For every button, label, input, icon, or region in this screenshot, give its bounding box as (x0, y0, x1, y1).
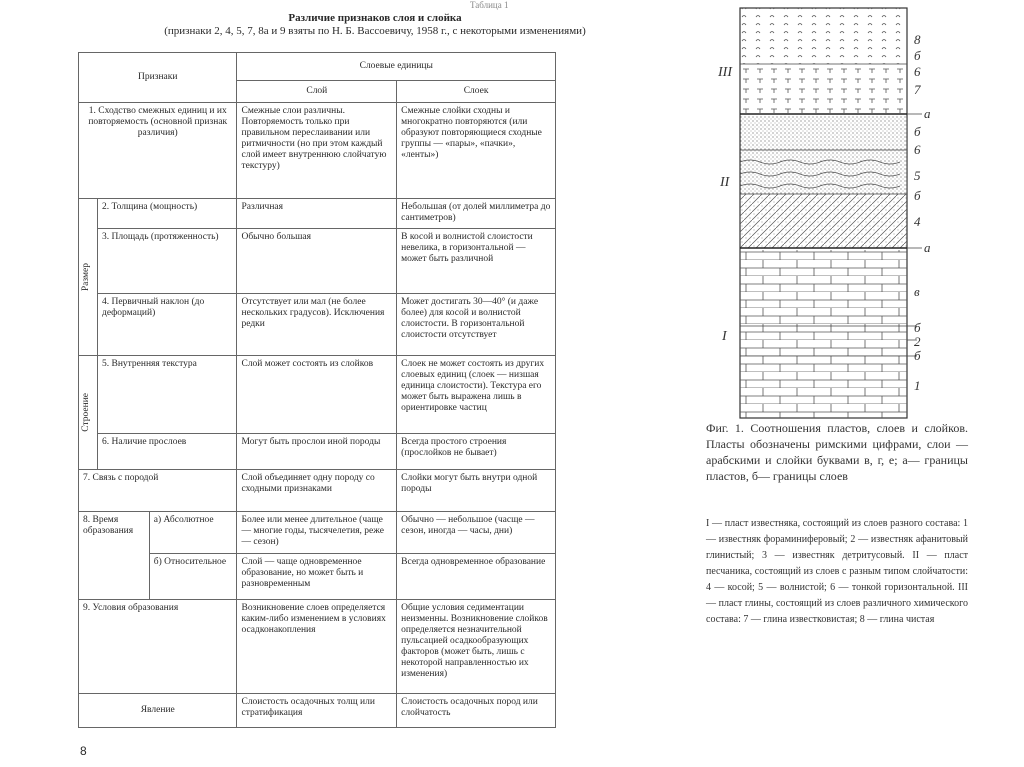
layer-label: а (924, 106, 931, 121)
row8a-sub: а) Абсолютное (149, 512, 237, 554)
comparison-table (78, 52, 556, 728)
figure-caption: Фиг. 1. Соотношения пластов, слоев и слойков. Пласты обозначены римскими цифрами, слои — арабскими и слойки буквами в, г, е; а— границы пластов, б— границы слоев (706, 421, 968, 483)
row8a-layer: Более или менее длительное (чаще — многие годы, тысячелетия, реже — сезон) (237, 512, 397, 554)
row5-layer: Слой может состоять из слойков (237, 356, 397, 434)
row3-layer: Обычно большая (237, 229, 397, 294)
row10-layer: Слоистость осадочных толщ или стратификация (237, 694, 397, 728)
row9-feature: 9. Условия образования (79, 600, 237, 694)
header-lamina: Слоек (397, 81, 556, 103)
row8b-sub: б) Относительное (149, 554, 237, 600)
layer-4-cross-sand (740, 194, 907, 248)
row1-feature: 1. Сходство смежных единиц и их повторяемость (основной признак различия) (79, 103, 237, 199)
page-number: 8 (80, 744, 87, 758)
header-layer: Слой (237, 81, 397, 103)
row1-lamina: Смежные слойки сходны и многократно повторяются (или образуют повторяющиеся сходные группы — «пары», «пачки», «ленты») (397, 103, 556, 199)
layer-label: б (914, 124, 921, 139)
row6-lamina: Всегда простого строения (прослойков не бывает) (397, 434, 556, 470)
row10-lamina: Слоистость осадочных пород или слойчатость (397, 694, 556, 728)
layer-label: б (914, 320, 921, 335)
row8b-layer: Слой — чаще одновременное образование, но может быть и разновременным (237, 554, 397, 600)
row9-layer: Возникновение слоев определяется каким-либо изменением в условиях осадконакопления (237, 600, 397, 694)
row7-feature: 7. Связь с породой (79, 470, 237, 512)
figure-legend: I — пласт известняка, состоящий из слоев разного состава: 1 — известняк фораминиферовый; 2 — известняк афанитовый глинистый; 3 — известняк детритусовый. II — пласт песчаника, состоящий из слоев с разным типом слойчатости: 4 — косой; 5 — волнистой; 6 — тонкой горизонтальной. III — пласт глины, состоящий из слоев различного химического состава: 7 — глина известковистая; 8 — глина чистая (706, 518, 968, 625)
group-structure-label: Строение (81, 393, 91, 432)
header-units: Слоевые единицы (237, 53, 556, 81)
row2-feature: 2. Толщина (мощность) (97, 199, 237, 229)
row4-feature: 4. Первичный наклон (до деформаций) (97, 294, 237, 356)
layer-label: б (914, 348, 921, 363)
layer-3-limestone (740, 250, 907, 326)
row4-layer: Отсутствует или мал (не более нескольких градусов). Исключения редки (237, 294, 397, 356)
row1-layer: Смежные слои различны. Повторяемость только при правильном переслаивании или ритмичности (но при этом каждый слой имеет внутреннюю слойчатую текстуру) (237, 103, 397, 199)
row6-layer: Могут быть прослои иной породы (237, 434, 397, 470)
layer-label: 2 (914, 334, 921, 349)
layer-label: а (924, 240, 931, 255)
layer-1-limestone (740, 356, 907, 418)
layer-label: б (914, 188, 921, 203)
row5-feature: 5. Внутренняя текстура (97, 356, 237, 434)
row3-lamina: В косой и волнистой слоистости невелика, в горизонтальной — может быть различной (397, 229, 556, 294)
row8a-lamina: Обычно — небольшое (часще — сезон, иногда — часы, дни) (397, 512, 556, 554)
row6-feature: 6. Наличие прослоев (97, 434, 237, 470)
group-size-cell (79, 199, 98, 356)
layer-label: 5 (914, 168, 921, 183)
row7-lamina: Слойки могут быть внутри одной породы (397, 470, 556, 512)
layer-label: 7 (914, 82, 921, 97)
row2-layer: Различная (237, 199, 397, 229)
layer-label: в (914, 284, 920, 299)
row10-feature: Явление (79, 694, 237, 728)
row7-layer: Слой объединяет одну породу со сходными признаками (237, 470, 397, 512)
layer-label: 1 (914, 378, 921, 393)
row4-lamina: Может достигать 30—40° (и даже более) для косой и волнистой слоистости. В горизонтальной слоистости отсутствует (397, 294, 556, 356)
layer-label: 8 (914, 32, 921, 47)
plast-label-3: III (718, 65, 732, 80)
layer-label: б (914, 48, 921, 63)
layer-2-limestone (740, 326, 907, 356)
table-title-block (150, 12, 600, 38)
layer-7-calc-clay (740, 64, 907, 114)
layer-6-fine-sand (740, 116, 907, 150)
row8b-lamina: Всегда одновременное образование (397, 554, 556, 600)
layer-label: 4 (914, 214, 921, 229)
row3-feature: 3. Площадь (протяженность) (97, 229, 237, 294)
layer-8-clay (740, 8, 907, 64)
layer-label: 6 (914, 142, 921, 157)
table-title: Различие признаков слоя и слойка (288, 12, 462, 24)
table-corner-label: Таблица 1 (470, 0, 509, 10)
row2-lamina: Небольшая (от долей миллиметра до сантиметров) (397, 199, 556, 229)
layer-label: 6 (914, 64, 921, 79)
plast-label-2: II (720, 175, 730, 190)
header-features: Признаки (79, 53, 237, 103)
row8-feature: 8. Время образования (79, 512, 150, 600)
group-structure-cell (79, 356, 98, 470)
row9-lamina: Общие условия седиментации неизменны. Возникновение слойков определяется незначительной пульсацией осадкообразующих факторов (может быть, лишь с некоторой направленностью их изменения) (397, 600, 556, 694)
table-subtitle: (признаки 2, 4, 5, 7, 8а и 9 взяты по Н. Б. Вассоевичу, 1958 г., с некоторыми изменениями) (164, 25, 586, 37)
plast-label-1: I (722, 329, 727, 344)
strata-figure (712, 4, 982, 424)
group-size-label: Размер (81, 262, 91, 292)
row5-lamina: Слоек не может состоять из других слоевых единиц (слоек — низшая единица слоистости). Текстура его может быть выражена лишь в ориентировке частиц (397, 356, 556, 434)
